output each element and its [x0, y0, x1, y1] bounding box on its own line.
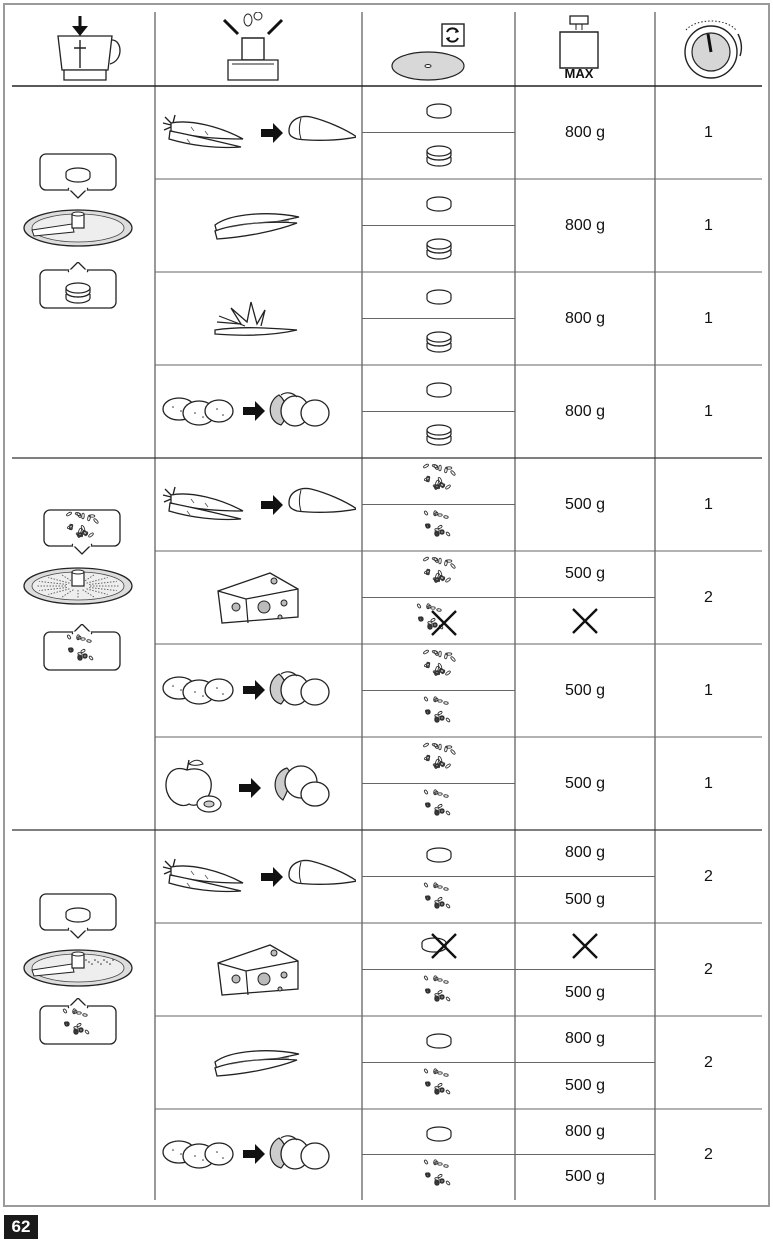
cucumber-food-icon	[211, 1040, 306, 1086]
weight-icon	[556, 14, 602, 72]
speed-setting-value: 2	[704, 1145, 713, 1163]
cheese-food-icon	[214, 939, 304, 1001]
max-weight-value: 500 g	[564, 983, 606, 1001]
max-weight-label: MAX	[564, 66, 594, 81]
max-weight-value: 500 g	[564, 1076, 606, 1094]
combined-disc-icon	[22, 946, 134, 990]
thin-slice-icon	[419, 189, 459, 215]
carrot-food-icon	[161, 479, 356, 531]
slicing-disc-icon	[22, 206, 134, 250]
carrot-food-icon	[161, 107, 356, 159]
speed-setting-value: 1	[704, 216, 713, 234]
leek-food-icon	[211, 296, 306, 342]
cucumber-food-icon	[211, 203, 306, 249]
thick-slice-icon	[419, 234, 459, 264]
max-weight-value: 800 g	[564, 216, 606, 234]
speed-setting-value: 2	[704, 960, 713, 978]
fine-grate-bubble	[42, 624, 122, 672]
grate-bubble	[38, 998, 118, 1046]
max-weight-value: 500 g	[564, 565, 606, 583]
potatoes-food-icon	[161, 387, 356, 437]
thin-slice-icon	[419, 1119, 459, 1145]
carrot-food-icon	[161, 851, 356, 903]
thin-slice-icon	[419, 840, 459, 866]
slice-not-allowed-icon	[414, 930, 464, 962]
max-weight-value: 500 g	[564, 1168, 606, 1186]
grating-disc-icon	[22, 564, 134, 608]
thin-slice-icon	[419, 1026, 459, 1052]
apple-food-icon	[161, 754, 356, 814]
max-weight-value: 800 g	[564, 1030, 606, 1048]
max-weight-value: 800 g	[564, 309, 606, 327]
thin-slice-bubble	[38, 152, 118, 200]
thick-slice-icon	[419, 327, 459, 357]
coarse-grate-icon	[421, 649, 457, 685]
thick-slice-bubble	[38, 262, 118, 310]
food-processor-bowl-icon	[50, 14, 130, 84]
coarse-grate-icon	[421, 463, 457, 499]
max-weight-value: 800 g	[564, 1122, 606, 1140]
disc-insert-icon	[390, 20, 482, 84]
max-weight-value: 800 g	[564, 844, 606, 862]
potatoes-food-icon	[161, 666, 356, 716]
max-weight-value: 800 g	[564, 123, 606, 141]
thin-slice-icon	[419, 96, 459, 122]
fine-grate-icon	[421, 1068, 457, 1104]
thick-slice-icon	[419, 420, 459, 450]
speed-setting-value: 1	[704, 402, 713, 420]
max-weight-value: 500 g	[564, 890, 606, 908]
fine-grate-icon	[421, 789, 457, 825]
fine-grate-not-allowed-icon	[414, 603, 464, 639]
speed-setting-value: 1	[704, 495, 713, 513]
not-allowed-icon	[569, 605, 601, 637]
page-number: 62	[4, 1215, 38, 1239]
thick-slice-icon	[419, 141, 459, 171]
fine-grate-icon	[421, 696, 457, 732]
coarse-grate-icon	[421, 742, 457, 778]
not-allowed-icon	[569, 930, 601, 962]
coarse-grate-bubble	[42, 508, 122, 556]
fine-grate-icon	[421, 975, 457, 1011]
speed-setting-value: 1	[704, 681, 713, 699]
cheese-food-icon	[214, 567, 304, 629]
feed-tube-icon	[218, 12, 290, 84]
max-weight-value: 500 g	[564, 774, 606, 792]
thin-slice-icon	[419, 282, 459, 308]
speed-setting-value: 2	[704, 1053, 713, 1071]
fine-grate-icon	[421, 882, 457, 918]
thin-slice-icon	[419, 375, 459, 401]
speed-setting-value: 1	[704, 123, 713, 141]
fine-grate-icon	[421, 510, 457, 546]
max-weight-value: 500 g	[564, 495, 606, 513]
speed-setting-value: 1	[704, 774, 713, 792]
max-weight-value: 800 g	[564, 402, 606, 420]
speed-dial-icon	[676, 14, 746, 84]
speed-setting-value: 2	[704, 588, 713, 606]
speed-setting-value: 1	[704, 309, 713, 327]
max-weight-value: 500 g	[564, 681, 606, 699]
fine-grate-icon	[421, 1159, 457, 1195]
speed-setting-value: 2	[704, 867, 713, 885]
slice-bubble	[38, 892, 118, 940]
coarse-grate-icon	[421, 556, 457, 592]
potatoes-food-icon	[161, 1130, 356, 1180]
